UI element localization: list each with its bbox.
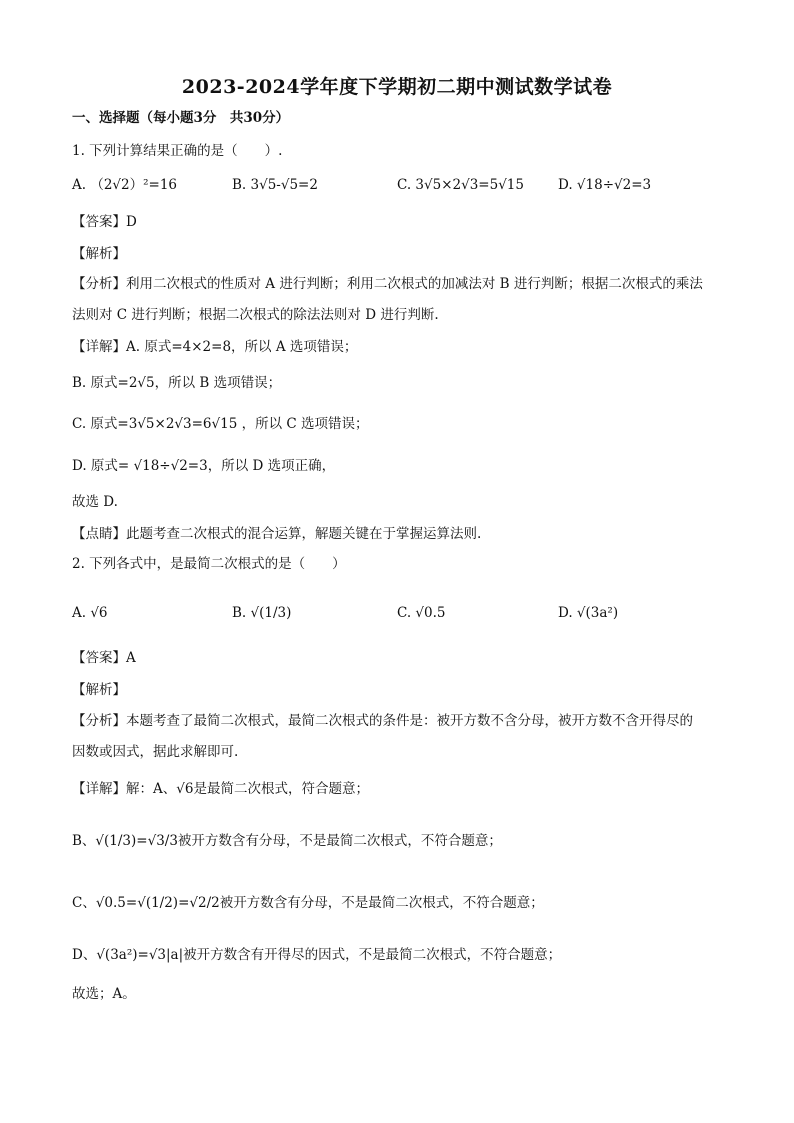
q2-analysis-line1: 【分析】本题考查了最简二次根式，最简二次根式的条件是：被开方数不含分母，被开方数不含开得尽的 [72,713,693,729]
q2-jiexi-label: 【解析】 [72,682,126,698]
question-1-stem: 1. 下列计算结果正确的是（ ）. [72,143,283,159]
q1-analysis-line2: 法则对 C 进行判断；根据二次根式的除法法则对 D 进行判断. [72,307,439,323]
q1-answer: 【答案】D [72,214,137,230]
q1-detail-b: B. 原式=2√5，所以 B 选项错误； [72,375,282,391]
q1-detail-d: D. 原式= √18÷√2=3，所以 D 选项正确， [72,458,336,474]
question-2-stem: 2. 下列各式中，是最简二次根式的是（ ） [72,556,346,572]
q2-option-c: C. √0.5 [397,605,446,621]
q2-answer: 【答案】A [72,650,136,666]
q2-detail-d: D、√(3a²)=√3|a|被开方数含有开得尽的因式，不是最简二次根式，不符合题意； [72,947,562,963]
q2-analysis-line2: 因数或因式，据此求解即可. [72,744,239,760]
q1-option-c: C. 3√5×2√3=5√15 [397,177,524,193]
q1-option-d: D. √18÷√2=3 [558,177,652,193]
q1-comment: 【点睛】此题考查二次根式的混合运算，解题关键在于掌握运算法则. [72,526,482,542]
q2-option-d: D. √(3a²) [558,605,619,621]
q1-jiexi-label: 【解析】 [72,246,126,262]
q2-option-a: A. √6 [72,605,108,621]
q2-option-b: B. √(1/3) [232,605,292,621]
q2-detail-a: 【详解】解：A、√6是最简二次根式，符合题意； [72,781,369,797]
q1-analysis-line1: 【分析】利用二次根式的性质对 A 进行判断；利用二次根式的加减法对 B 进行判断；根据二次根式的乘法 [72,276,703,292]
section-heading: 一、选择题（每小题3分 共30分） [72,110,290,126]
page-title: 2023-2024学年度下学期初二期中测试数学试卷 [181,76,613,98]
q1-option-a: A. （2√2）²=16 [72,177,178,193]
q2-choose: 故选；A。 [72,986,136,1002]
q1-choose: 故选 D. [72,494,118,510]
q1-detail-c: C. 原式=3√5×2√3=6√15 ，所以 C 选项错误； [72,416,369,432]
q1-detail-a: 【详解】A. 原式=4×2=8，所以 A 选项错误； [72,339,358,355]
q2-detail-b: B、√(1/3)=√3/3被开方数含有分母，不是最简二次根式，不符合题意； [72,833,502,849]
q2-detail-c: C、√0.5=√(1/2)=√2/2被开方数含有分母，不是最简二次根式，不符合题意； [72,895,544,911]
q1-option-b: B. 3√5-√5=2 [232,177,318,193]
